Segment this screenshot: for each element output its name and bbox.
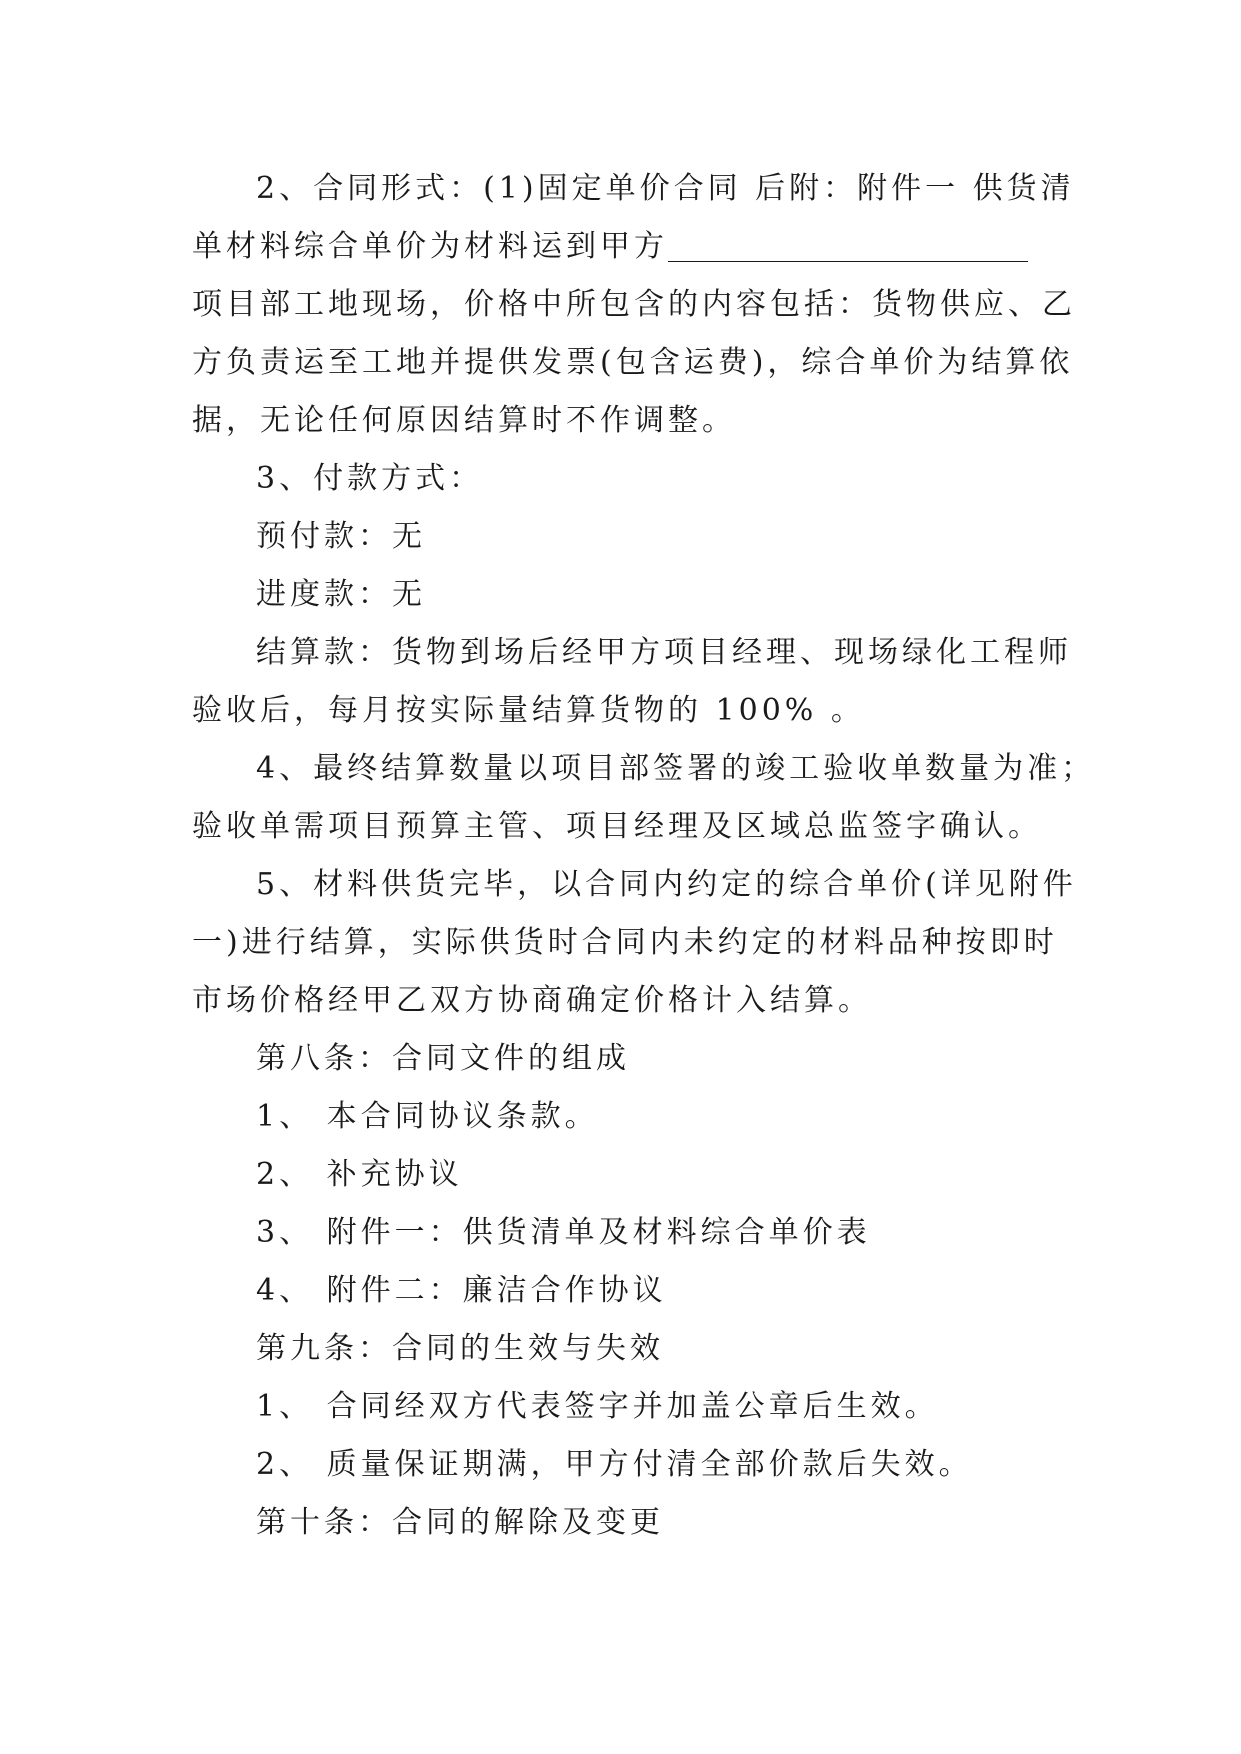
article-8-item-3: 3、 附件一：供货清单及材料综合单价表 [256,1215,871,1250]
contract-form-line-2-text: 单材料综合单价为材料运到甲方 [192,229,668,264]
article-10-heading: 第十条：合同的解除及变更 [256,1505,664,1540]
material-settlement-line-3: 市场价格经甲乙双方协商确定价格计入结算。 [192,983,872,1018]
progress-payment-line: 进度款：无 [256,577,426,612]
article-8-heading: 第八条：合同文件的组成 [256,1041,630,1076]
payment-method-heading: 3、付款方式： [256,461,484,496]
advance-payment-line: 预付款：无 [256,519,426,554]
article-9-item-1: 1、 合同经双方代表签字并加盖公章后生效。 [256,1389,939,1424]
contract-form-line-2 [192,218,1062,276]
document-body [192,160,1096,1552]
final-quantity-line-2: 验收单需项目预算主管、项目经理及区域总监签字确认。 [192,809,1042,844]
article-8-item-4: 4、 附件二：廉洁合作协议 [256,1273,667,1308]
fill-in-blank [668,227,1028,262]
article-8-item-2: 2、 补充协议 [256,1157,463,1192]
settlement-payment-line-2: 验收后，每月按实际量结算货物的 100% 。 [192,693,865,728]
contract-form-line-1: 2、合同形式：(1)固定单价合同 后附：附件一 供货清 [256,171,1075,206]
final-quantity-line-1: 4、最终结算数量以项目部签署的竣工验收单数量为准； [256,751,1096,786]
contract-form-line-3: 项目部工地现场，价格中所包含的内容包括：货物供应、乙 [192,287,1076,322]
contract-form-line-5: 据，无论任何原因结算时不作调整。 [192,403,736,438]
article-8-item-1: 1、 本合同协议条款。 [256,1099,599,1134]
settlement-payment-line-1: 结算款：货物到场后经甲方项目经理、现场绿化工程师 [256,635,1072,670]
article-9-item-2: 2、 质量保证期满，甲方付清全部价款后失效。 [256,1447,973,1482]
article-9-heading: 第九条：合同的生效与失效 [256,1331,664,1366]
contract-form-line-4: 方负责运至工地并提供发票(包含运费)，综合单价为结算依 [192,345,1074,380]
material-settlement-line-1: 5、材料供货完毕，以合同内约定的综合单价(详见附件 [256,867,1077,902]
material-settlement-line-2: 一)进行结算，实际供货时合同内未约定的材料品种按即时 [192,925,1058,960]
